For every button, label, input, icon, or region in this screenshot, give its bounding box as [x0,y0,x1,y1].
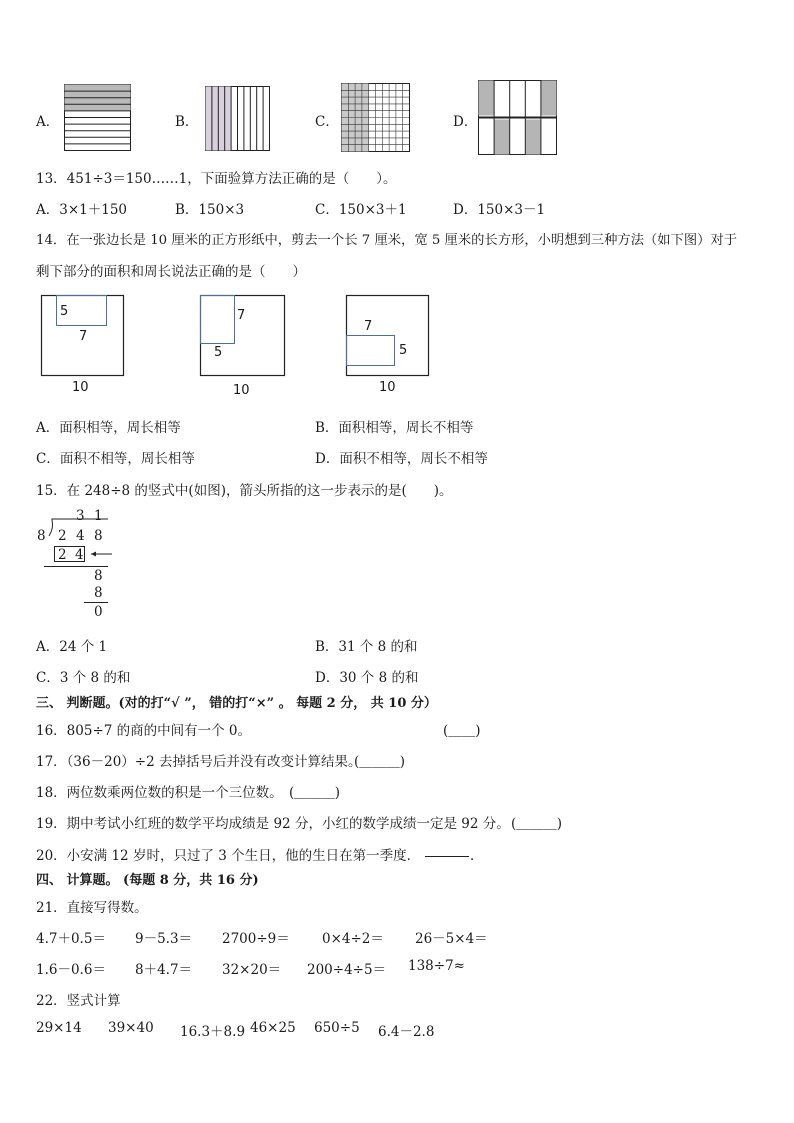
q17-answer-blank: (＿＿＿) [354,754,406,770]
q19-answer-blank: (＿＿＿) [511,816,563,832]
q18-answer-blank: (＿＿＿) [289,785,341,801]
q22-item-2: 39×40 [108,1020,154,1036]
q14-fig1-length: 7 [79,329,88,344]
q15-option-a: A．24 个 1 [36,639,108,655]
q12-figure-d [478,80,558,156]
q15-quotient-digit-2: 1 [94,508,103,524]
q15-dividend-digit-2: 4 [76,528,85,544]
q22-item-6: 6.4－2.8 [378,1024,435,1040]
q14-option-d: D．面积不相等，周长不相等 [315,451,488,467]
q15-dividend-digit-1: 2 [58,528,67,544]
q12-option-d-label: D． [453,114,478,130]
q14-fig1-width: 5 [60,304,69,319]
q15-option-d: D．30 个 8 的和 [315,670,419,686]
q12-figure-a [64,84,132,152]
q14-fig2-length: 7 [237,308,246,323]
q15-step2: 8 [94,568,103,584]
q14-fig3-length: 7 [364,319,373,334]
q15-step1-digit-2: 4 [75,547,84,563]
q22-item-1: 29×14 [36,1020,82,1036]
q21-item-4: 0×4÷2＝ [322,931,384,947]
q14-stem-line2: 剩下部分的面积和周长说法正确的是（ ） [36,264,306,280]
q15-remainder: 0 [94,604,103,620]
q15-dividend-digit-3: 8 [94,528,103,544]
q15-option-b: B．31 个 8 的和 [315,639,418,655]
q17-text: 17．（36－20）÷2 去掉括号后并没有改变计算结果。 [36,754,362,770]
q15-quotient-digit-1: 3 [76,508,85,524]
q21-text: 21．直接写得数。 [36,900,148,916]
q20-end-mark: ． [470,848,484,864]
q21-item-3: 2700÷9＝ [222,931,290,947]
q21-item-2: 9－5.3＝ [135,931,193,947]
q15-stem: 15．在 248÷8 的竖式中(如图)，箭头所指的这一步表示的是( )。 [36,483,453,499]
q21-item-6: 1.6－0.6＝ [36,962,106,978]
q22-item-5: 650÷5 [314,1020,360,1036]
q22-item-3: 16.3＋8.9 [180,1024,246,1040]
q14-fig3-side: 10 [379,380,396,395]
q13-option-b: B．150×3 [175,202,245,218]
q13-stem: 13．451÷3＝150……1，下面验算方法正确的是（ ）。 [36,171,397,187]
q16-text: 16．805÷7 的商的中间有一个 0。 [36,723,252,739]
q14-figure-3 [346,295,430,377]
q12-figure-c [341,83,411,153]
q14-fig2-side: 10 [233,383,250,398]
q21-item-7: 8＋4.7＝ [135,962,193,978]
section3-title: 三、 判断题。(对的打“√ ”， 错的打“×” 。 每题 2 分， 共 10 分） [36,696,437,711]
q18-text: 18．两位数乘两位数的积是一个三位数。 [36,785,283,801]
q12-figure-b [205,86,271,152]
section4-title: 四、 计算题。 (每题 8 分，共 16 分) [36,873,259,888]
q14-option-b: B．面积相等，周长不相等 [315,420,474,436]
q14-fig1-side: 10 [72,380,89,395]
q14-fig3-width: 5 [399,343,408,358]
q14-fig2-width: 5 [214,345,223,360]
q15-step3: 8 [94,585,103,601]
q13-option-d: D．150×3－1 [453,202,546,218]
q20-answer-blank [425,844,469,857]
q21-item-1: 4.7＋0.5＝ [36,931,106,947]
q14-option-c: C．面积不相等，周长相等 [36,451,195,467]
q14-stem-line1: 14．在一张边长是 10 厘米的正方形纸中，剪去一个长 7 厘米，宽 5 厘米的长方形，小明想到三种方法（如下图）对于 [36,233,738,248]
q15-step1-digit-1: 2 [58,547,67,563]
q21-item-5: 26－5×4＝ [415,931,488,947]
q21-item-8: 32×20＝ [222,962,282,978]
q14-option-a: A．面积相等，周长相等 [36,420,181,436]
q22-item-4: 46×25 [250,1020,296,1036]
q12-option-b-label: B． [175,114,199,130]
q21-item-10: 138÷7≈ [408,958,465,974]
q12-option-c-label: C． [315,114,339,130]
q20-text: 20．小安满 12 岁时，只过了 3 个生日，他的生日在第一季度． [36,848,421,864]
q19-text: 19．期中考试小红班的数学平均成绩是 92 分，小红的数学成绩一定是 92 分。 [36,816,510,832]
q15-divisor: 8 [37,528,46,544]
q22-text: 22．竖式计算 [36,993,121,1009]
q15-option-c: C．3 个 8 的和 [36,670,131,686]
q13-option-a: A．3×1＋150 [36,202,128,218]
q16-answer-blank: (＿＿) [443,723,481,739]
q12-option-a-label: A． [36,114,60,130]
q13-option-c: C．150×3＋1 [315,202,407,218]
q21-item-9: 200÷4÷5＝ [307,962,387,978]
